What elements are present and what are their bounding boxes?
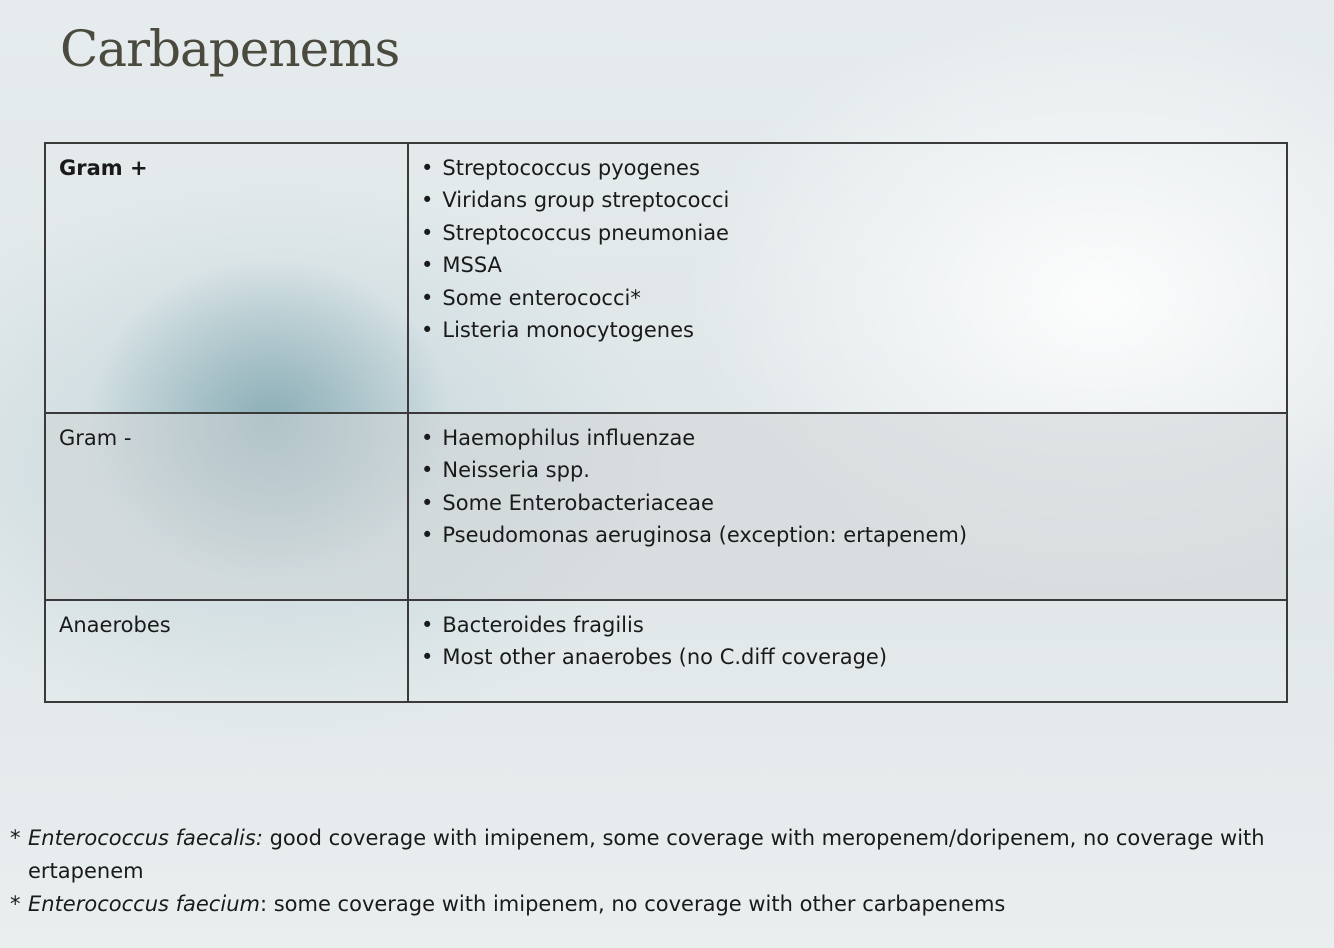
footnote: [10, 888, 1270, 921]
list-item: • Some Enterobacteriaceae: [421, 487, 1276, 519]
category-cell: Gram +: [45, 143, 408, 413]
organism-list: [421, 152, 1276, 346]
list-item: • Some enterococci*: [421, 282, 1276, 314]
category-cell: Gram -: [45, 413, 408, 600]
footnote-body: : some coverage with imipenem, no coverage with other carbapenems: [259, 892, 1006, 916]
footnote: [10, 822, 1270, 888]
table-row: [45, 143, 1287, 413]
organisms-cell: [408, 413, 1287, 600]
page-title: Carbapenems: [60, 20, 400, 78]
organisms-cell: [408, 600, 1287, 702]
organisms-cell: [408, 143, 1287, 413]
footnote-text: [28, 888, 1005, 921]
table-row: [45, 413, 1287, 600]
list-item: • Bacteroides fragilis: [421, 609, 1276, 641]
coverage-table: [44, 142, 1288, 703]
list-item: • Streptococcus pyogenes: [421, 152, 1276, 184]
organism-list: [421, 609, 1276, 674]
table-row: [45, 600, 1287, 702]
category-cell: Anaerobes: [45, 600, 408, 702]
footnote-marker: *: [10, 892, 21, 916]
list-item: • Listeria monocytogenes: [421, 314, 1276, 346]
footnote-text: [28, 822, 1270, 888]
list-item: • Viridans group streptococci: [421, 184, 1276, 216]
footnote-marker: *: [10, 826, 21, 850]
list-item: • Haemophilus influenzae: [421, 422, 1276, 454]
list-item: • Neisseria spp.: [421, 454, 1276, 486]
footnote-body: good coverage with imipenem, some coverage with meropenem/doripenem, no coverage with ertapenem: [28, 826, 1265, 883]
footnote-organism: Enterococcus faecalis:: [28, 826, 263, 850]
list-item: • MSSA: [421, 249, 1276, 281]
list-item: • Pseudomonas aeruginosa (exception: ertapenem): [421, 519, 1276, 551]
footnote-organism: Enterococcus faecium: [28, 892, 260, 916]
list-item: • Streptococcus pneumoniae: [421, 217, 1276, 249]
list-item: • Most other anaerobes (no C.diff coverage): [421, 641, 1276, 673]
footnotes: [10, 822, 1270, 921]
organism-list: [421, 422, 1276, 552]
